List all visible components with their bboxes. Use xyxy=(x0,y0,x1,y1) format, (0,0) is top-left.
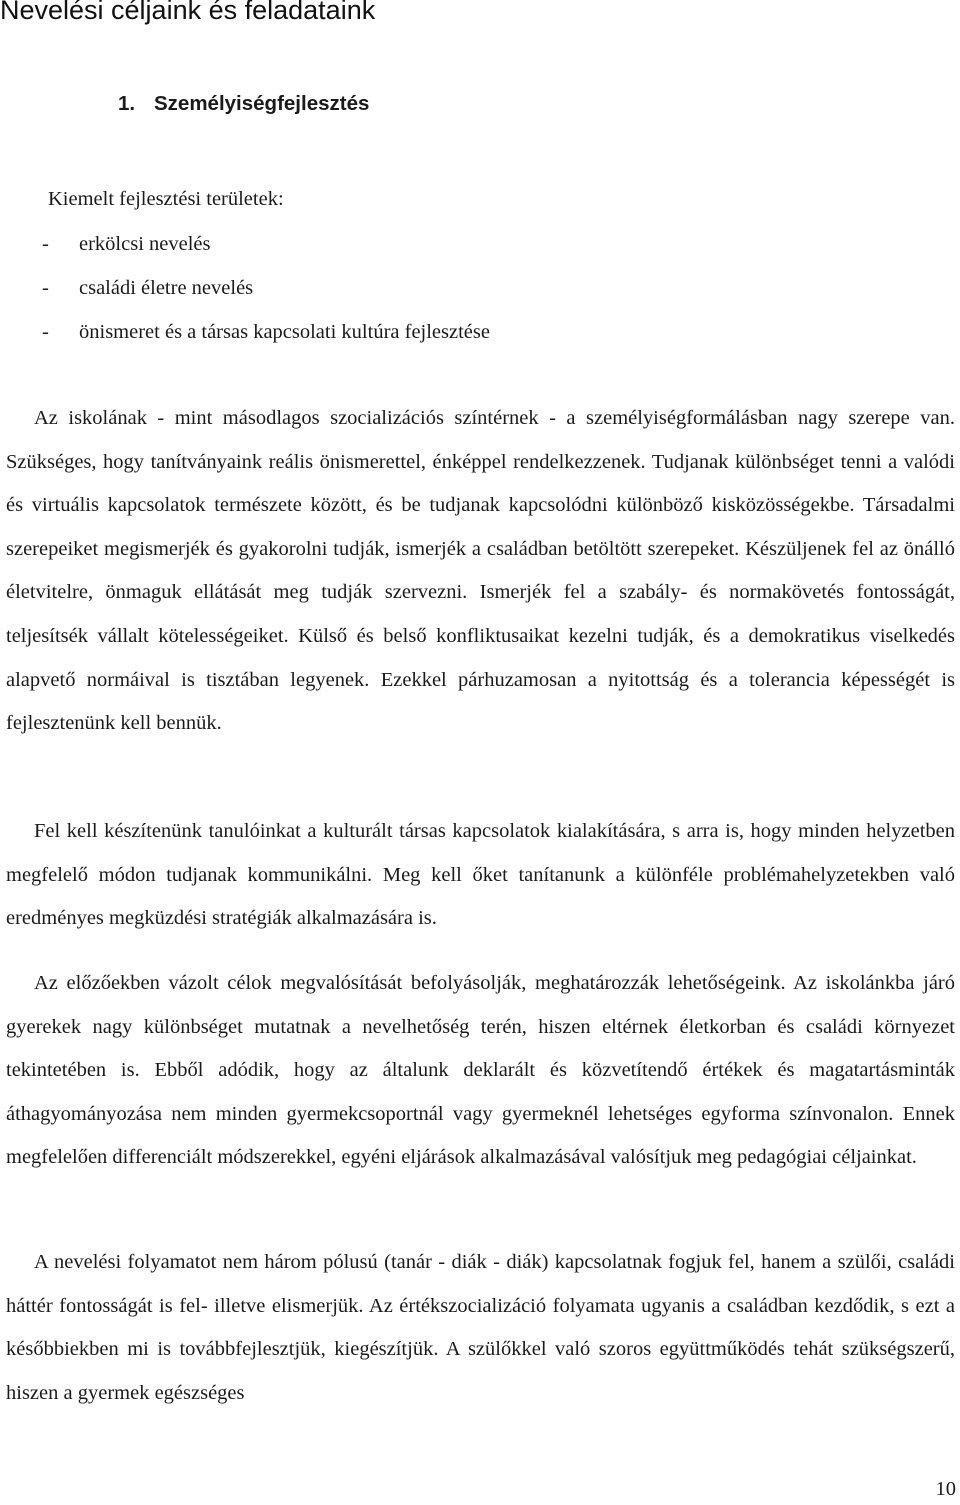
paragraph-family xyxy=(6,1241,955,1415)
list-marker: - xyxy=(42,277,49,299)
list-item-text: családi életre nevelés xyxy=(79,277,254,299)
list-item xyxy=(42,232,490,276)
list-item xyxy=(42,320,490,364)
document-title: Nevelési céljaink és feladataink xyxy=(0,0,376,25)
list-marker: - xyxy=(42,233,49,255)
paragraph-personality xyxy=(6,397,955,746)
list-marker: - xyxy=(42,321,49,343)
section-heading-text: Személyiségfejlesztés xyxy=(154,92,370,115)
paragraph-text: Az iskolának - mint másodlagos szocializációs színtérnek - a személyiségformálásban nagy szerepe van. Szükséges, hogy tanítványaink reális önismerettel, énképpel rendelkezzenek. Tudjanak különbséget tenni a valódi és virtuális kapcsolatok természete között, és be tudjanak kapcsolódni különböző kisközösségekbe. Társadalmi szerepeiket megismerjék és gyakorolni tudják, ismerjék a családban betöltött szerepeket. Készüljenek fel az önálló életvitelre, önmaguk ellátását meg tudják szervezni. Ismerjék fel a szabály- és normakövetés fontosságát, teljesítsék vállalt kötelességeiket. Külső és belső konfliktusaikat kezelni tudják, és a demokratikus viselkedés alapvető normáival is tisztában legyenek. Ezekkel párhuzamosan a nyitottság és a tolerancia képességét is fejlesztenünk kell bennük. xyxy=(6,407,955,735)
paragraph-text: Fel kell készítenünk tanulóinkat a kulturált társas kapcsolatok kialakítására, s arra is, hogy minden helyzetben megfelelő módon tudjanak kommunikálni. Meg kell őket tanítanunk a különféle problémahelyzetekben való eredményes megküzdési stratégiák alkalmazására is. xyxy=(6,820,955,930)
section-heading xyxy=(118,92,369,116)
paragraph-social-skills xyxy=(6,810,955,941)
development-areas-list xyxy=(42,232,490,364)
list-item xyxy=(42,276,490,320)
list-item-text: önismeret és a társas kapcsolati kultúra fejlesztése xyxy=(79,321,490,343)
paragraph-text: A nevelési folyamatot nem három pólusú (tanár - diák - diák) kapcsolatnak fogjuk fel, hanem a szülői, családi háttér fontosságát is fel- illetve elismerjük. Az értékszocializáció folyamata ugyanis a családban kezdődik, s ezt a későbbiekben mi is továbbfejlesztjük, kiegészítjük. A szülőkkel való szoros együttműködés tehát szükségszerű, hiszen a gyermek egészséges xyxy=(6,1251,955,1404)
intro-text: Kiemelt fejlesztési területek: xyxy=(48,188,284,210)
section-number: 1. xyxy=(118,92,136,115)
paragraph-differentiation xyxy=(6,962,955,1180)
paragraph-text: Az előzőekben vázolt célok megvalósítását befolyásolják, meghatározzák lehetőségeink. Az iskolánkba járó gyerekek nagy különbséget mutatnak a nevelhetőség terén, hiszen eltérnek életkorban és családi környezet tekintetében is. Ebből adódik, hogy az általunk deklarált és közvetítendő értékek és magatartásminták áthagyományozása nem minden gyermekcsoportnál vagy gyermeknél lehetséges egyforma színvonalon. Ennek megfelelően differenciált módszerekkel, egyéni eljárások alkalmazásával valósítjuk meg pedagógiai céljainkat. xyxy=(6,972,955,1169)
list-item-text: erkölcsi nevelés xyxy=(79,233,211,255)
page-number: 10 xyxy=(935,1478,956,1500)
